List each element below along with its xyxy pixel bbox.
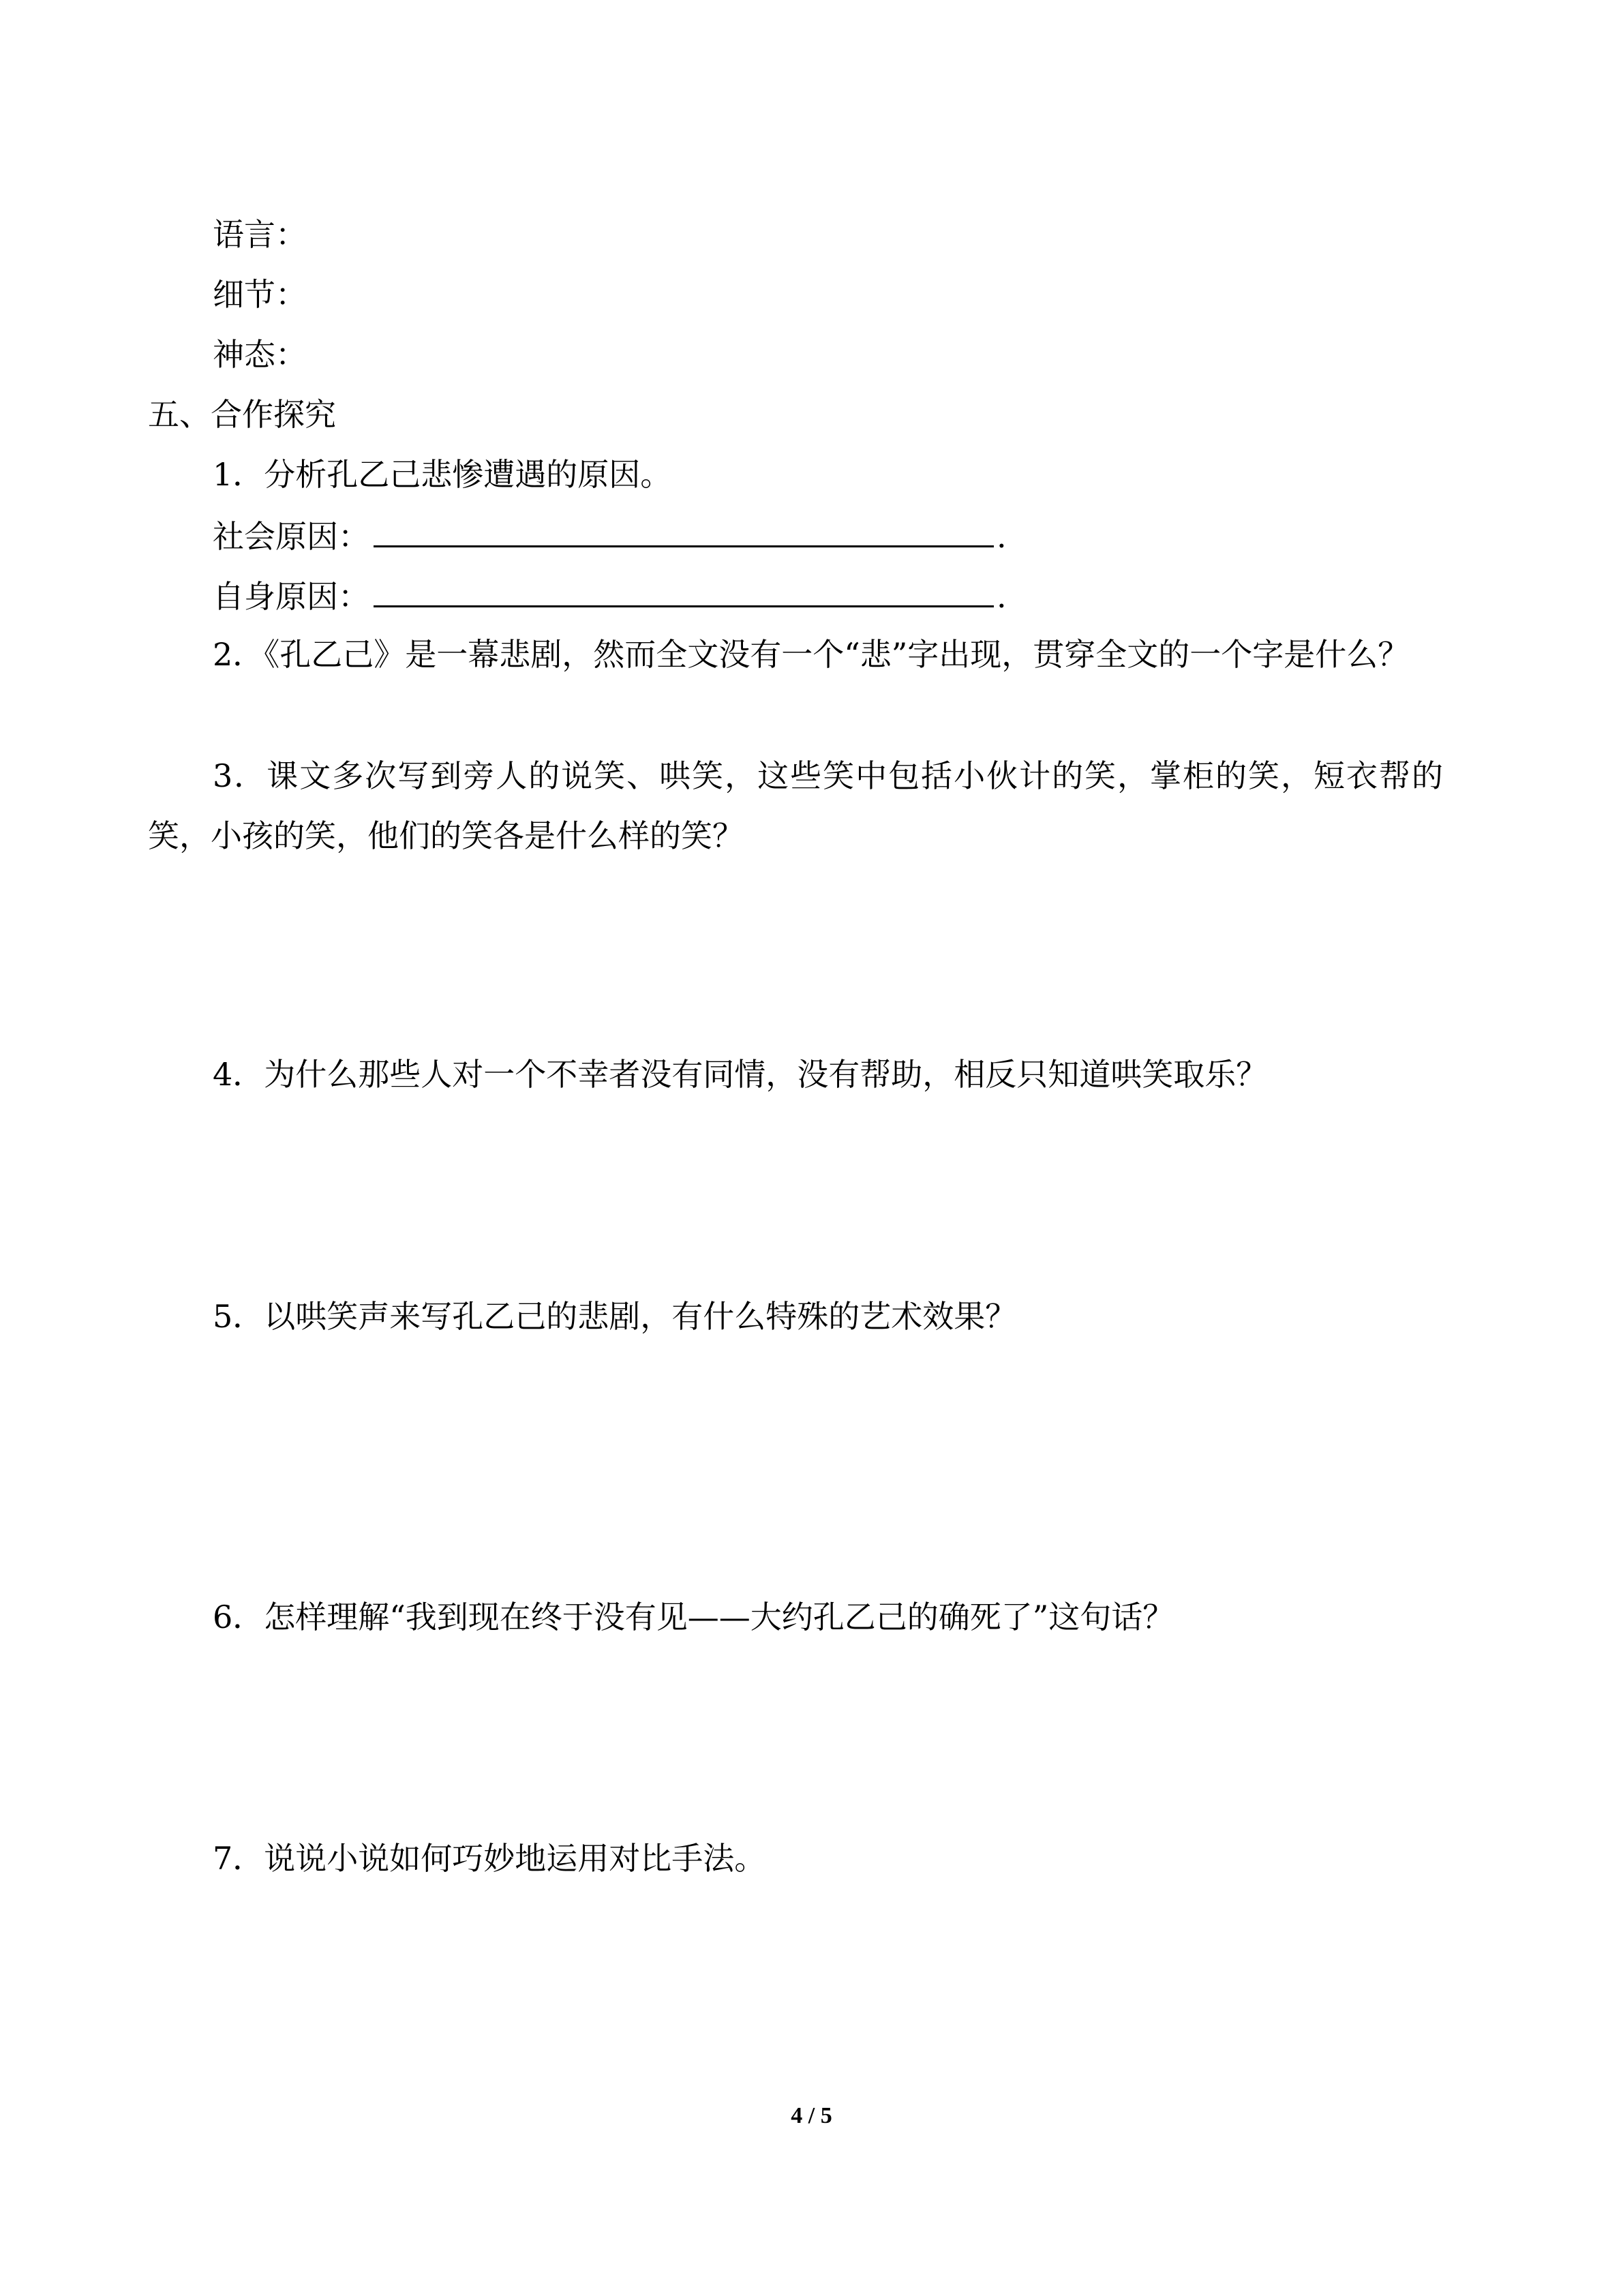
- label-language: 语言：: [213, 216, 307, 253]
- label-detail: 细节：: [213, 276, 307, 313]
- social-cause-row: [213, 514, 1007, 557]
- page-number: 4 / 5: [791, 2103, 832, 2128]
- question-5: 5．以哄笑声来写孔乙己的悲剧，有什么特殊的艺术效果？: [213, 1298, 1017, 1335]
- self-cause-blank[interactable]: [374, 574, 994, 607]
- question-7: 7．说说小说如何巧妙地运用对比手法。: [213, 1840, 766, 1877]
- question-4: 4．为什么那些人对一个不幸者没有同情，没有帮助，相反只知道哄笑取乐？: [213, 1056, 1268, 1093]
- social-cause-blank[interactable]: [374, 514, 994, 547]
- label-expression: 神态：: [213, 336, 307, 373]
- question-6: 6．怎样理解“我到现在终于没有见——大约孔乙己的确死了”这句话？: [213, 1599, 1174, 1635]
- question-1: 1．分析孔乙己悲惨遭遇的原因。: [213, 456, 672, 493]
- self-cause-label: 自身原因：: [213, 578, 369, 615]
- question-3: 3．课文多次写到旁人的说笑、哄笑，这些笑中包括小伙计的笑，掌柜的笑，短衣帮的笑，小孩的笑，他们的笑各是什么样的笑？: [148, 757, 1443, 854]
- question-2: 2．《孔乙己》是一幕悲剧，然而全文没有一个“悲”字出现，贯穿全文的一个字是什么？: [213, 636, 1410, 673]
- self-cause-end: .: [997, 578, 1007, 615]
- social-cause-label: 社会原因：: [213, 518, 369, 555]
- section-heading: 五、合作探究: [148, 396, 336, 433]
- self-cause-row: [213, 574, 1007, 617]
- social-cause-end: .: [997, 518, 1007, 555]
